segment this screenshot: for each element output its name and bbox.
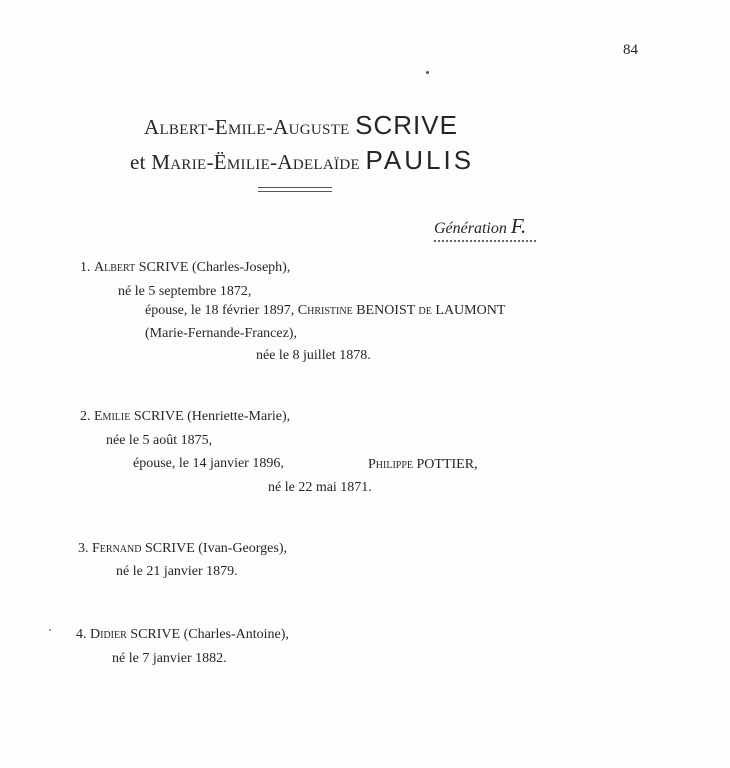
spouse-surname: POTTIER,: [416, 457, 478, 472]
ink-speck: [426, 71, 429, 74]
entry-first-name: Emilie: [94, 409, 131, 424]
entry-surname: SCRIVE: [138, 260, 189, 275]
entry-number: 2.: [80, 409, 91, 424]
margin-mark: [49, 629, 51, 631]
entry-2-heading: [80, 409, 290, 425]
page-number: 84: [623, 42, 638, 58]
entry-given-names: (Henriette-Marie),: [187, 409, 291, 424]
wife-first-names: Marie-Ëmilie-Adelaïde: [151, 150, 360, 174]
entry-3-heading: [78, 541, 287, 557]
entry-2-birth: née le 5 août 1875,: [106, 433, 213, 448]
entry-first-name: Didier: [90, 627, 127, 642]
wife-surname: PAULIS: [365, 145, 475, 175]
spouse-particle: de: [418, 303, 432, 318]
spouse-first-name: Christine: [297, 303, 353, 318]
spouse-surname: BENOIST: [356, 303, 416, 318]
entry-2-spouse: [368, 457, 478, 473]
entry-given-names: (Charles-Joseph),: [191, 260, 291, 275]
husband-first-names: Albert-Emile-Auguste: [144, 115, 350, 139]
spouse-first-name: Philippe: [368, 457, 414, 472]
title-wife: [130, 145, 474, 176]
entry-number: 3.: [78, 541, 89, 556]
husband-surname: SCRIVE: [355, 110, 458, 140]
entry-4-birth: né le 7 janvier 1882.: [112, 651, 227, 666]
entry-surname: SCRIVE: [144, 541, 195, 556]
entry-3-birth: né le 21 janvier 1879.: [116, 564, 238, 579]
spouse-surname-2: LAUMONT: [435, 303, 506, 318]
title-rule-top: [258, 187, 332, 188]
marriage-text: épouse, le 18 février 1897,: [145, 303, 295, 318]
entry-given-names: (Ivan-Georges),: [198, 541, 288, 556]
entry-1-spouse-given: (Marie-Fernande-Francez),: [145, 326, 297, 341]
entry-first-name: Fernand: [92, 541, 142, 556]
generation-heading: [434, 214, 526, 239]
entry-1-marriage: [145, 303, 505, 319]
entry-surname: SCRIVE: [130, 627, 181, 642]
generation-underline: [434, 240, 538, 242]
entry-first-name: Albert: [94, 260, 136, 275]
entry-surname: SCRIVE: [133, 409, 184, 424]
entry-given-names: (Charles-Antoine),: [183, 627, 289, 642]
generation-label: Génération: [434, 220, 507, 237]
entry-2-marriage: épouse, le 14 janvier 1896,: [133, 456, 284, 471]
entry-1-birth: né le 5 septembre 1872,: [118, 284, 252, 299]
title-husband: [144, 110, 458, 141]
entry-number: 4.: [76, 627, 87, 642]
entry-1-spouse-birth: née le 8 juillet 1878.: [256, 348, 371, 363]
entry-2-spouse-birth: né le 22 mai 1871.: [268, 480, 372, 495]
generation-letter: F.: [510, 214, 527, 238]
entry-4-heading: [76, 627, 289, 643]
entry-number: 1.: [80, 260, 91, 275]
title-rule-bottom: [258, 191, 332, 192]
title-conjunction: et: [130, 150, 146, 174]
entry-1-heading: [80, 260, 290, 276]
